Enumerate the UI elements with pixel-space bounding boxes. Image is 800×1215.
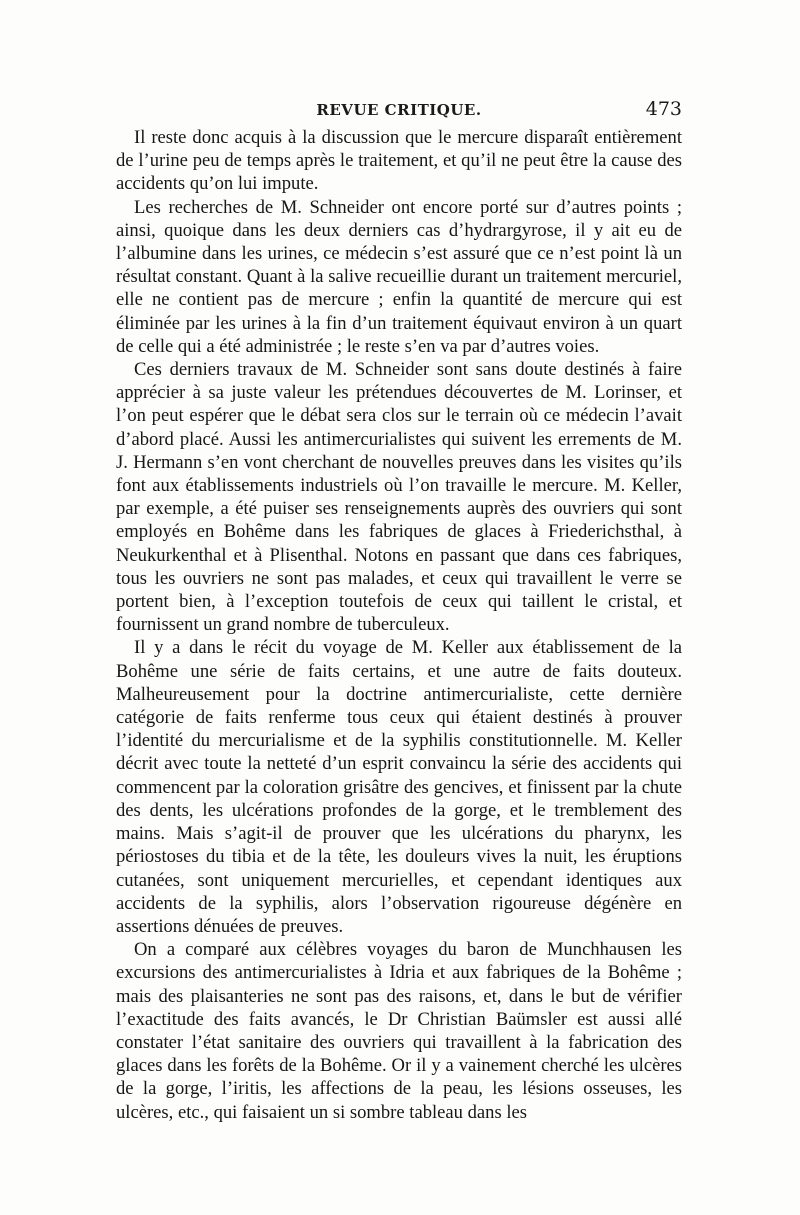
paragraph: Ces derniers travaux de M. Schneider sont sans doute destinés à faire apprécier à sa juste valeur les prétendues découvertes de M. Lorinser, et l’on peut espérer que le débat sera clos sur le terrain où ce médecin l’avait d’abord placé. Aussi les antimercurialistes qui suivent les errements de M. J. Hermann s’en vont cherchant de nouvelles preuves dans les visites qu’ils font aux établissements industriels où l’on travaille le mercure. M. Keller, par exemple, a été puiser ses renseignements auprès des ouvriers qui sont employés en Bohême dans les fabriques de glaces à Friederichsthal, à Neukurkenthal et à Plisenthal. Notons en passant que dans ces fabriques, tous les ouvriers ne sont pas malades, et ceux qui travaillent le verre se portent bien, à l’exception toutefois de ceux qui taillent le cristal, et fournissent un grand nombre de tuberculeux. <box>116 359 682 636</box>
body-text <box>116 126 682 1124</box>
paragraph: Les recherches de M. Schneider ont encore porté sur d’autres points ; ainsi, quoique dans les deux derniers cas d’hydrargyrose, il y ait eu de l’albumine dans les urines, ce médecin s’est assuré que ce n’est point là un résultat constant. Quant à la salive recueillie durant un traitement mercuriel, elle ne contient pas de mercure ; enfin la quantité de mercure qui est éliminée par les urines à la fin d’un traitement équivaut environ à un quart de celle qui a été administrée ; le reste s’en va par d’autres voies. <box>116 196 682 357</box>
paragraph: Il reste donc acquis à la discussion que le mercure disparaît entièrement de l’urine peu de temps après le traitement, et qu’il ne peut être la cause des accidents qu’on lui impute. <box>116 127 682 195</box>
paragraph: On a comparé aux célèbres voyages du baron de Munchhausen les excursions des antimercurialistes à Idria et aux fabriques de la Bohême ; mais des plaisanteries ne sont pas des raisons, et, dans le but de vérifier l’exactitude des faits avancés, le Dr Christian Baümsler est aussi allé constater l’état sanitaire des ouvriers qui travaillent à la fabrication des glaces dans les forêts de la Bohême. Or il y a vainement cherché les ulcères de la gorge, l’iritis, les affections de la peau, les lésions osseuses, les ulcères, etc., qui faisaient un si sombre tableau dans les <box>116 939 682 1123</box>
paragraph: Il y a dans le récit du voyage de M. Keller aux établissement de la Bohême une série de faits certains, et une autre de faits douteux. Malheureusement pour la doctrine antimercurialiste, cette dernière catégorie de faits renferme tous ceux qui étaient destinés à prouver l’identité du mercurialisme et de la syphilis constitutionnelle. M. Keller décrit avec toute la netteté d’un esprit convaincu la série des accidents qui commencent par la coloration grisâtre des gencives, et finissent par la chute des dents, les ulcérations profondes de la gorge, et le tremblement des mains. Mais s’agit-il de prouver que les ulcérations du pharynx, les périostoses du tibia et de la tête, les douleurs vives la nuit, les éruptions cutanées, sont uniquement mercurielles, et cependant identiques aux accidents de la syphilis, alors l’observation rigoureuse dégénère en assertions dénuées de preuves. <box>116 637 682 937</box>
running-title: REVUE CRITIQUE. <box>316 101 482 119</box>
page-number: 473 <box>645 98 682 120</box>
page-header <box>116 96 682 122</box>
